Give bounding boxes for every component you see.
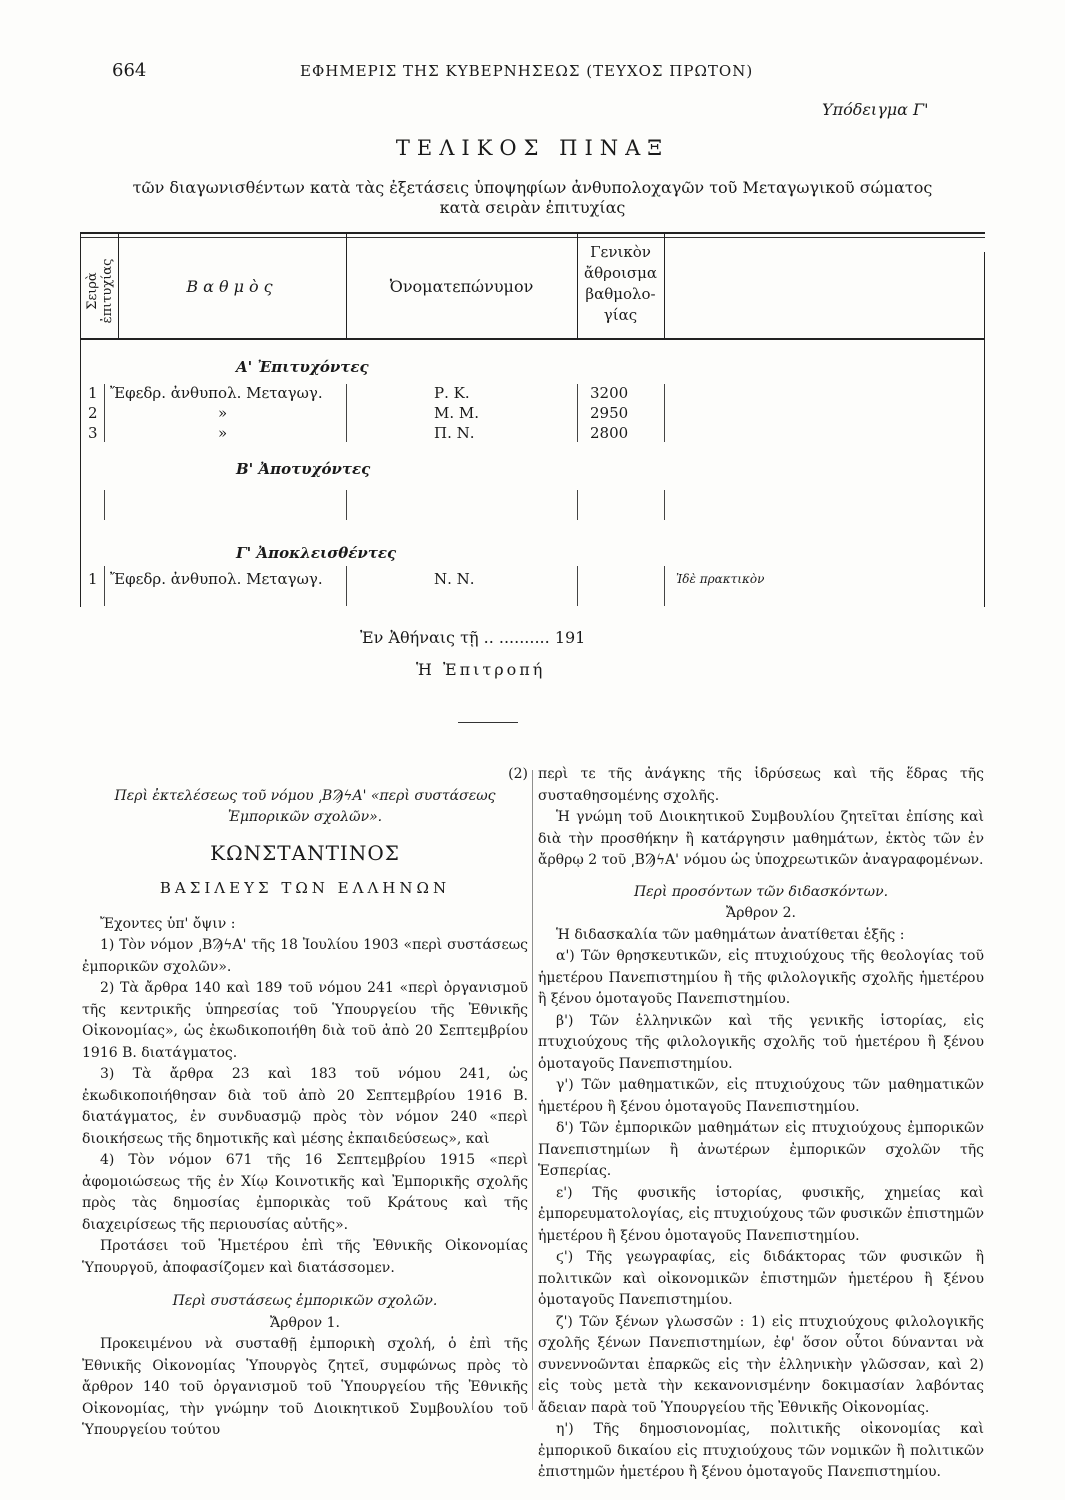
row-a2-rank: 2 xyxy=(88,404,98,422)
right-para-5: β') Τῶν ἑλληνικῶν καὶ τῆς γενικῆς ἱστορίας, εἰς πτυχιούχους τῆς φιλολογικῆς σχολῆς τοῦ ἡμετέρου ἢ ξένου ὁμοταγοῦς Πανεπιστημίου. xyxy=(538,1012,984,1072)
row-c1-rank: 1 xyxy=(88,570,98,588)
committee-signature: Ἡ Ἐπιτροπή xyxy=(416,660,546,679)
row-a1-rank: 1 xyxy=(88,384,98,402)
article-2-heading: Ἄρθρον 2. xyxy=(726,905,796,921)
subhead-teachers: Περὶ προσόντων τῶν διδασκόντων. xyxy=(633,883,889,900)
decree-right-column xyxy=(538,764,984,1484)
row-a2-grade: » xyxy=(218,404,228,422)
right-para-3: Ἡ διδασκαλία τῶν μαθημάτων ἀνατίθεται ἑξῆς : xyxy=(556,926,905,943)
table-title: ΤΕΛΙΚΟΣ ΠΙΝΑΞ xyxy=(395,136,670,160)
right-para-11: η') Τῆς δημοσιονομίας, πολιτικῆς οἰκονομίας καὶ ἐμπορικοῦ δικαίου εἰς πτυχιούχους τῶν νομικῶν ἢ πολιτικῶν ἐπιστημῶν ἡμετέρου ἢ ξένου ὁμοταγοῦς Πανεπιστημίου. xyxy=(538,1421,984,1480)
row-a1-name: Ρ. Κ. xyxy=(434,384,470,402)
section-failed: Β' Ἀποτυχόντες xyxy=(236,460,371,478)
king-title: ΒΑΣΙΛΕΥΣ ΤΩΝ ΕΛΛΗΝΩΝ xyxy=(159,879,451,897)
decree-para-6: Προκειμένου νὰ συσταθῇ ἐμπορικὴ σχολή, ὁ ἐπὶ τῆς Ἐθνικῆς Οἰκονομίας Ὑπουργὸς ζητεῖ, συμφώνως πρὸς τὸ ἄρθρον 140 τοῦ ὀργανισμοῦ τοῦ Ὑπουργείου τῆς Ἐθνικῆς Οἰκονομίας, τὴν γνώμην τοῦ Διοικητικοῦ Συμβουλίου τοῦ Ὑπουργείου τούτου xyxy=(82,1336,528,1438)
decree-para-4: 4) Τὸν νόμον 671 τῆς 16 Σεπτεμβρίου 1915 «περὶ ἀφομοιώσεως τῆς ἐν Χίῳ Κοινοτικῆς καὶ Ἐμπορικῆς σχολῆς πρὸς τὰς δημοσίας ἐμπορικὰς τοῦ Κράτους καὶ τῆς διαχειρίσεως τῆς περιουσίας αὐτῆς». xyxy=(82,1152,528,1233)
row-a3-total: 2800 xyxy=(590,424,629,442)
column-name: Ὀνοματεπώνυμον xyxy=(389,277,534,296)
decree-title-line-1: Περὶ ἐκτελέσεως τοῦ νόμου ͵ΒϠϟΑ' «περὶ συστάσεως xyxy=(114,787,496,804)
row-a3-name: Π. Ν. xyxy=(434,424,475,442)
column-total-line-1: Γενικὸν xyxy=(590,243,651,261)
decree-intro: Ἔχοντες ὑπ' ὄψιν : xyxy=(100,915,236,932)
column-grade: Βαθμὸς xyxy=(186,277,278,296)
row-c1-name: Ν. Ν. xyxy=(434,570,475,588)
right-para-10: ζ') Τῶν ξένων γλωσσῶν : 1) εἰς πτυχιούχους φιλολογικῆς σχολῆς ξένων Πανεπιστημίων, ἐφ' ὅσον οὗτοι δύνανται νὰ συνεννοῶνται ἐπαρκῶς εἰς τὴν ἑλληνικὴν γλῶσσαν, καὶ 2) εἰς τοὺς μετὰ τὴν κεκανονισμένην δοκιμασίαν λαβόντας ἄδειαν παρὰ τοῦ Ὑπουργείου τῆς Ἐθνικῆς Οἰκονομίας. xyxy=(538,1313,984,1416)
subhead-schools: Περὶ συστάσεως ἐμπορικῶν σχολῶν. xyxy=(172,1293,438,1309)
row-a1-grade: Ἔφεδρ. ἀνθυπολ. Μεταγωγ. xyxy=(110,384,323,402)
column-total-line-4: γίας xyxy=(603,306,638,324)
page-number: 664 xyxy=(112,60,147,81)
model-label: Υπόδειγμα Γ' xyxy=(822,100,929,119)
section-successful: Α' Ἐπιτυχόντες xyxy=(236,358,369,376)
decree-para-5: Προτάσει τοῦ Ἡμετέρου ἐπὶ τῆς Ἐθνικῆς Οἰκονομίας Ὑπουργοῦ, ἀποφασίζομεν καὶ διατάσσομεν. xyxy=(82,1238,528,1276)
row-c1-note: Ἰδὲ πρακτικὸν xyxy=(676,572,765,586)
column-rank: Σειρὰ ἐπιτυχίας xyxy=(85,258,115,324)
right-para-1: περὶ τε τῆς ἀνάγκης τῆς ἱδρύσεως καὶ τῆς ἕδρας τῆς συσταθησομένης σχολῆς. xyxy=(538,766,984,804)
right-para-4: α') Τῶν θρησκευτικῶν, εἰς πτυχιούχους τῆς θεολογίας τοῦ ἡμετέρου Πανεπιστημίου ἢ τῆς φιλολογικῆς σχολῆς ἡμετέρου ἢ ξένου ὁμοταγοῦς Πανεπιστημίου. xyxy=(538,948,984,1007)
decree-para-2: 2) Τὰ ἄρθρα 140 καὶ 189 τοῦ νόμου 241 «περὶ ὀργανισμοῦ τῆς κεντρικῆς ὑπηρεσίας τοῦ Ὑπουργείου τῆς Ἐθνικῆς Οἰκονομίας», ὡς ἐκωδικοποιήθη διὰ τοῦ ἀπὸ 20 Σεπτεμβρίου 1916 Β. διατάγματος. xyxy=(82,980,528,1061)
column-total xyxy=(577,242,664,326)
decree-para-1: 1) Τὸν νόμον ͵ΒϠϟΑ' τῆς 18 Ἰουλίου 1903 «περὶ συστάσεως ἐμπορικῶν σχολῶν». xyxy=(82,937,528,975)
right-para-2: Ἡ γνώμη τοῦ Διοικητικοῦ Συμβουλίου ζητεῖται ἐπίσης καὶ διὰ τὴν προσθήκην ἢ κατάργησιν μαθημάτων, ἐκτὸς τῶν ἐν ἄρθρῳ 2 τοῦ ͵ΒϠϟΑ' νόμου ὡς ὑποχρεωτικῶν ἀναγραφομένων. xyxy=(538,809,984,868)
section-excluded: Γ' Ἀποκλεισθέντες xyxy=(236,544,397,562)
place-date: Ἐν Ἀθήναις τῇ .. .......... 191 xyxy=(360,628,586,647)
column-total-line-2: ἄθροισμα xyxy=(583,264,657,282)
table-subtitle: τῶν διαγωνισθέντων κατὰ τὰς ἐξετάσεις ὑποψηφίων ἀνθυπολοχαγῶν τοῦ Μεταγωγικοῦ σώματος xyxy=(132,178,933,197)
row-a1-total: 3200 xyxy=(590,384,629,402)
row-a2-total: 2950 xyxy=(590,404,629,422)
decree-title-line-2: Ἐμπορικῶν σχολῶν». xyxy=(227,809,383,825)
decree-para-3: 3) Τὰ ἄρθρα 23 καὶ 183 τοῦ νόμου 241, ὡς ἐκωδικοποιήθησαν διὰ τοῦ ἀπὸ 20 Σεπτεμβρίου 1916 Β. διατάγματος, ἐν συνδυασμῷ πρὸς τὸν νόμον 240 «περὶ διοικήσεως τῆς δημοτικῆς καὶ μέσης ἐκπαιδεύσεως», καὶ xyxy=(82,1066,528,1147)
decree-number: (2) xyxy=(508,766,528,782)
row-a3-grade: » xyxy=(218,424,228,442)
gazette-title: ΕΦΗΜΕΡΙΣ ΤΗΣ ΚΥΒΕΡΝΗΣΕΩΣ (ΤΕΥΧΟΣ ΠΡΩΤΟΝ) xyxy=(300,62,754,80)
row-c1-grade: Ἔφεδρ. ἀνθυπολ. Μεταγωγ. xyxy=(110,570,323,588)
decree-left-column xyxy=(82,764,528,1442)
king-name: ΚΩΝΣΤΑΝΤΙΝΟΣ xyxy=(210,840,400,865)
right-para-6: γ') Τῶν μαθηματικῶν, εἰς πτυχιούχους τῶν μαθηματικῶν ἡμετέρου ἢ ξένου ὁμοταγοῦς Πανεπιστημίου. xyxy=(538,1077,984,1115)
right-para-9: ϛ') Τῆς γεωγραφίας, εἰς διδάκτορας τῶν φυσικῶν ἢ πολιτικῶν καὶ οἰκονομικῶν ἐπιστημῶν ἡμετέρου ἢ ξένου ὁμοταγοῦς Πανεπιστημίου. xyxy=(538,1249,984,1308)
column-total-line-3: βαθμολο- xyxy=(585,285,656,303)
row-a3-rank: 3 xyxy=(88,424,98,442)
right-para-7: δ') Τῶν ἐμπορικῶν μαθημάτων εἰς πτυχιούχους ἐμπορικῶν Πανεπιστημίων ἢ ἀνωτέρων ἐμπορικῶν σχολῶν τῆς Ἑσπερίας. xyxy=(538,1120,984,1179)
table-subtitle-2: κατὰ σειρὰν ἐπιτυχίας xyxy=(439,198,626,217)
row-a2-name: Μ. Μ. xyxy=(434,404,480,422)
right-para-8: ε') Τῆς φυσικῆς ἱστορίας, φυσικῆς, χημείας καὶ ἐμπορευματολογίας, εἰς πτυχιούχους τῶν φυσικῶν ἐπιστημῶν ἡμετέρου ἢ ξένου ὁμοταγοῦς Πανεπιστημίου. xyxy=(538,1184,984,1244)
article-1-heading: Ἄρθρον 1. xyxy=(270,1314,340,1331)
